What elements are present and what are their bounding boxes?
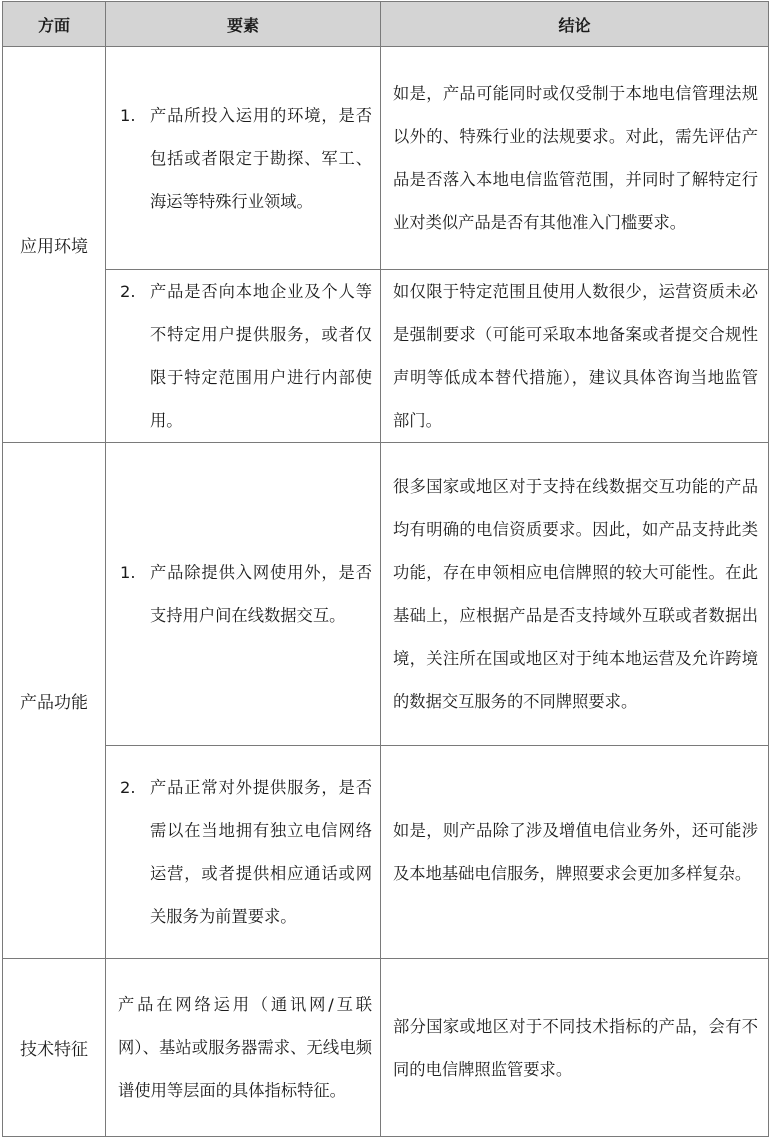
item-number: 2. bbox=[120, 282, 136, 301]
item-number: 1. bbox=[120, 105, 136, 125]
table-row bbox=[3, 959, 769, 1137]
conclusion-text: 部分国家或地区对于不同技术指标的产品，会有不同的电信牌照监管要求。 bbox=[393, 1016, 758, 1079]
conclusion-text: 很多国家或地区对于支持在线数据交互功能的产品均有明确的电信资质要求。因此，如产品支持此类功能，存在申领相应电信牌照的较大可能性。在此基础上，应根据产品是否支持域外互联或者数据出境，关注所在国或地区对于纯本地运营及允许跨境的数据交互服务的不同牌照要求。 bbox=[393, 477, 758, 711]
conclusion-cell bbox=[381, 270, 769, 443]
table-row bbox=[3, 47, 769, 270]
element-cell bbox=[106, 746, 381, 959]
element-text: 产品在网络运用（通讯网/互联网）、基站或服务器需求、无线电频谱使用等层面的具体指标特征。 bbox=[118, 995, 372, 1100]
header-aspect: 方面 bbox=[3, 2, 106, 47]
aspect-cell-technical-features: 技术特征 bbox=[3, 959, 106, 1137]
aspect-cell-application-environment: 应用环境 bbox=[3, 47, 106, 443]
conclusion-text: 如是，产品可能同时或仅受制于本地电信管理法规以外的、特殊行业的法规要求。对此，需先评估产品是否落入本地电信监管范围，并同时了解特定行业对类似产品是否有其他准入门槛要求。 bbox=[393, 84, 758, 232]
element-text: 产品是否向本地企业及个人等不特定用户提供服务，或者仅限于特定范围用户进行内部使用。 bbox=[150, 282, 372, 430]
table-row bbox=[3, 270, 769, 443]
conclusion-cell bbox=[381, 443, 769, 746]
conclusion-cell bbox=[381, 959, 769, 1137]
conclusion-cell bbox=[381, 746, 769, 959]
header-element: 要素 bbox=[106, 2, 381, 47]
item-number: 1. bbox=[120, 563, 136, 582]
header-row bbox=[3, 2, 769, 47]
header-conclusion: 结论 bbox=[381, 2, 769, 47]
element-cell bbox=[106, 270, 381, 443]
element-cell bbox=[106, 959, 381, 1137]
element-cell bbox=[106, 47, 381, 270]
telecom-compliance-table bbox=[2, 1, 769, 1137]
conclusion-cell bbox=[381, 47, 769, 270]
element-text: 产品正常对外提供服务，是否需以在当地拥有独立电信网络运营，或者提供相应通话或网关服务为前置要求。 bbox=[150, 778, 372, 926]
conclusion-text: 如仅限于特定范围且使用人数很少，运营资质未必是强制要求（可能可采取本地备案或者提交合规性声明等低成本替代措施），建议具体咨询当地监管部门。 bbox=[393, 282, 758, 430]
item-number: 2. bbox=[120, 778, 136, 797]
element-text: 产品除提供入网使用外，是否支持用户间在线数据交互。 bbox=[150, 563, 372, 625]
aspect-cell-product-function: 产品功能 bbox=[3, 443, 106, 959]
table-row bbox=[3, 746, 769, 959]
element-cell bbox=[106, 443, 381, 746]
table-row bbox=[3, 443, 769, 746]
conclusion-text: 如是，则产品除了涉及增值电信业务外，还可能涉及本地基础电信服务，牌照要求会更加多样复杂。 bbox=[393, 821, 758, 883]
element-text: 产品所投入运用的环境，是否包括或者限定于勘探、军工、海运等特殊行业领域。 bbox=[150, 105, 372, 211]
